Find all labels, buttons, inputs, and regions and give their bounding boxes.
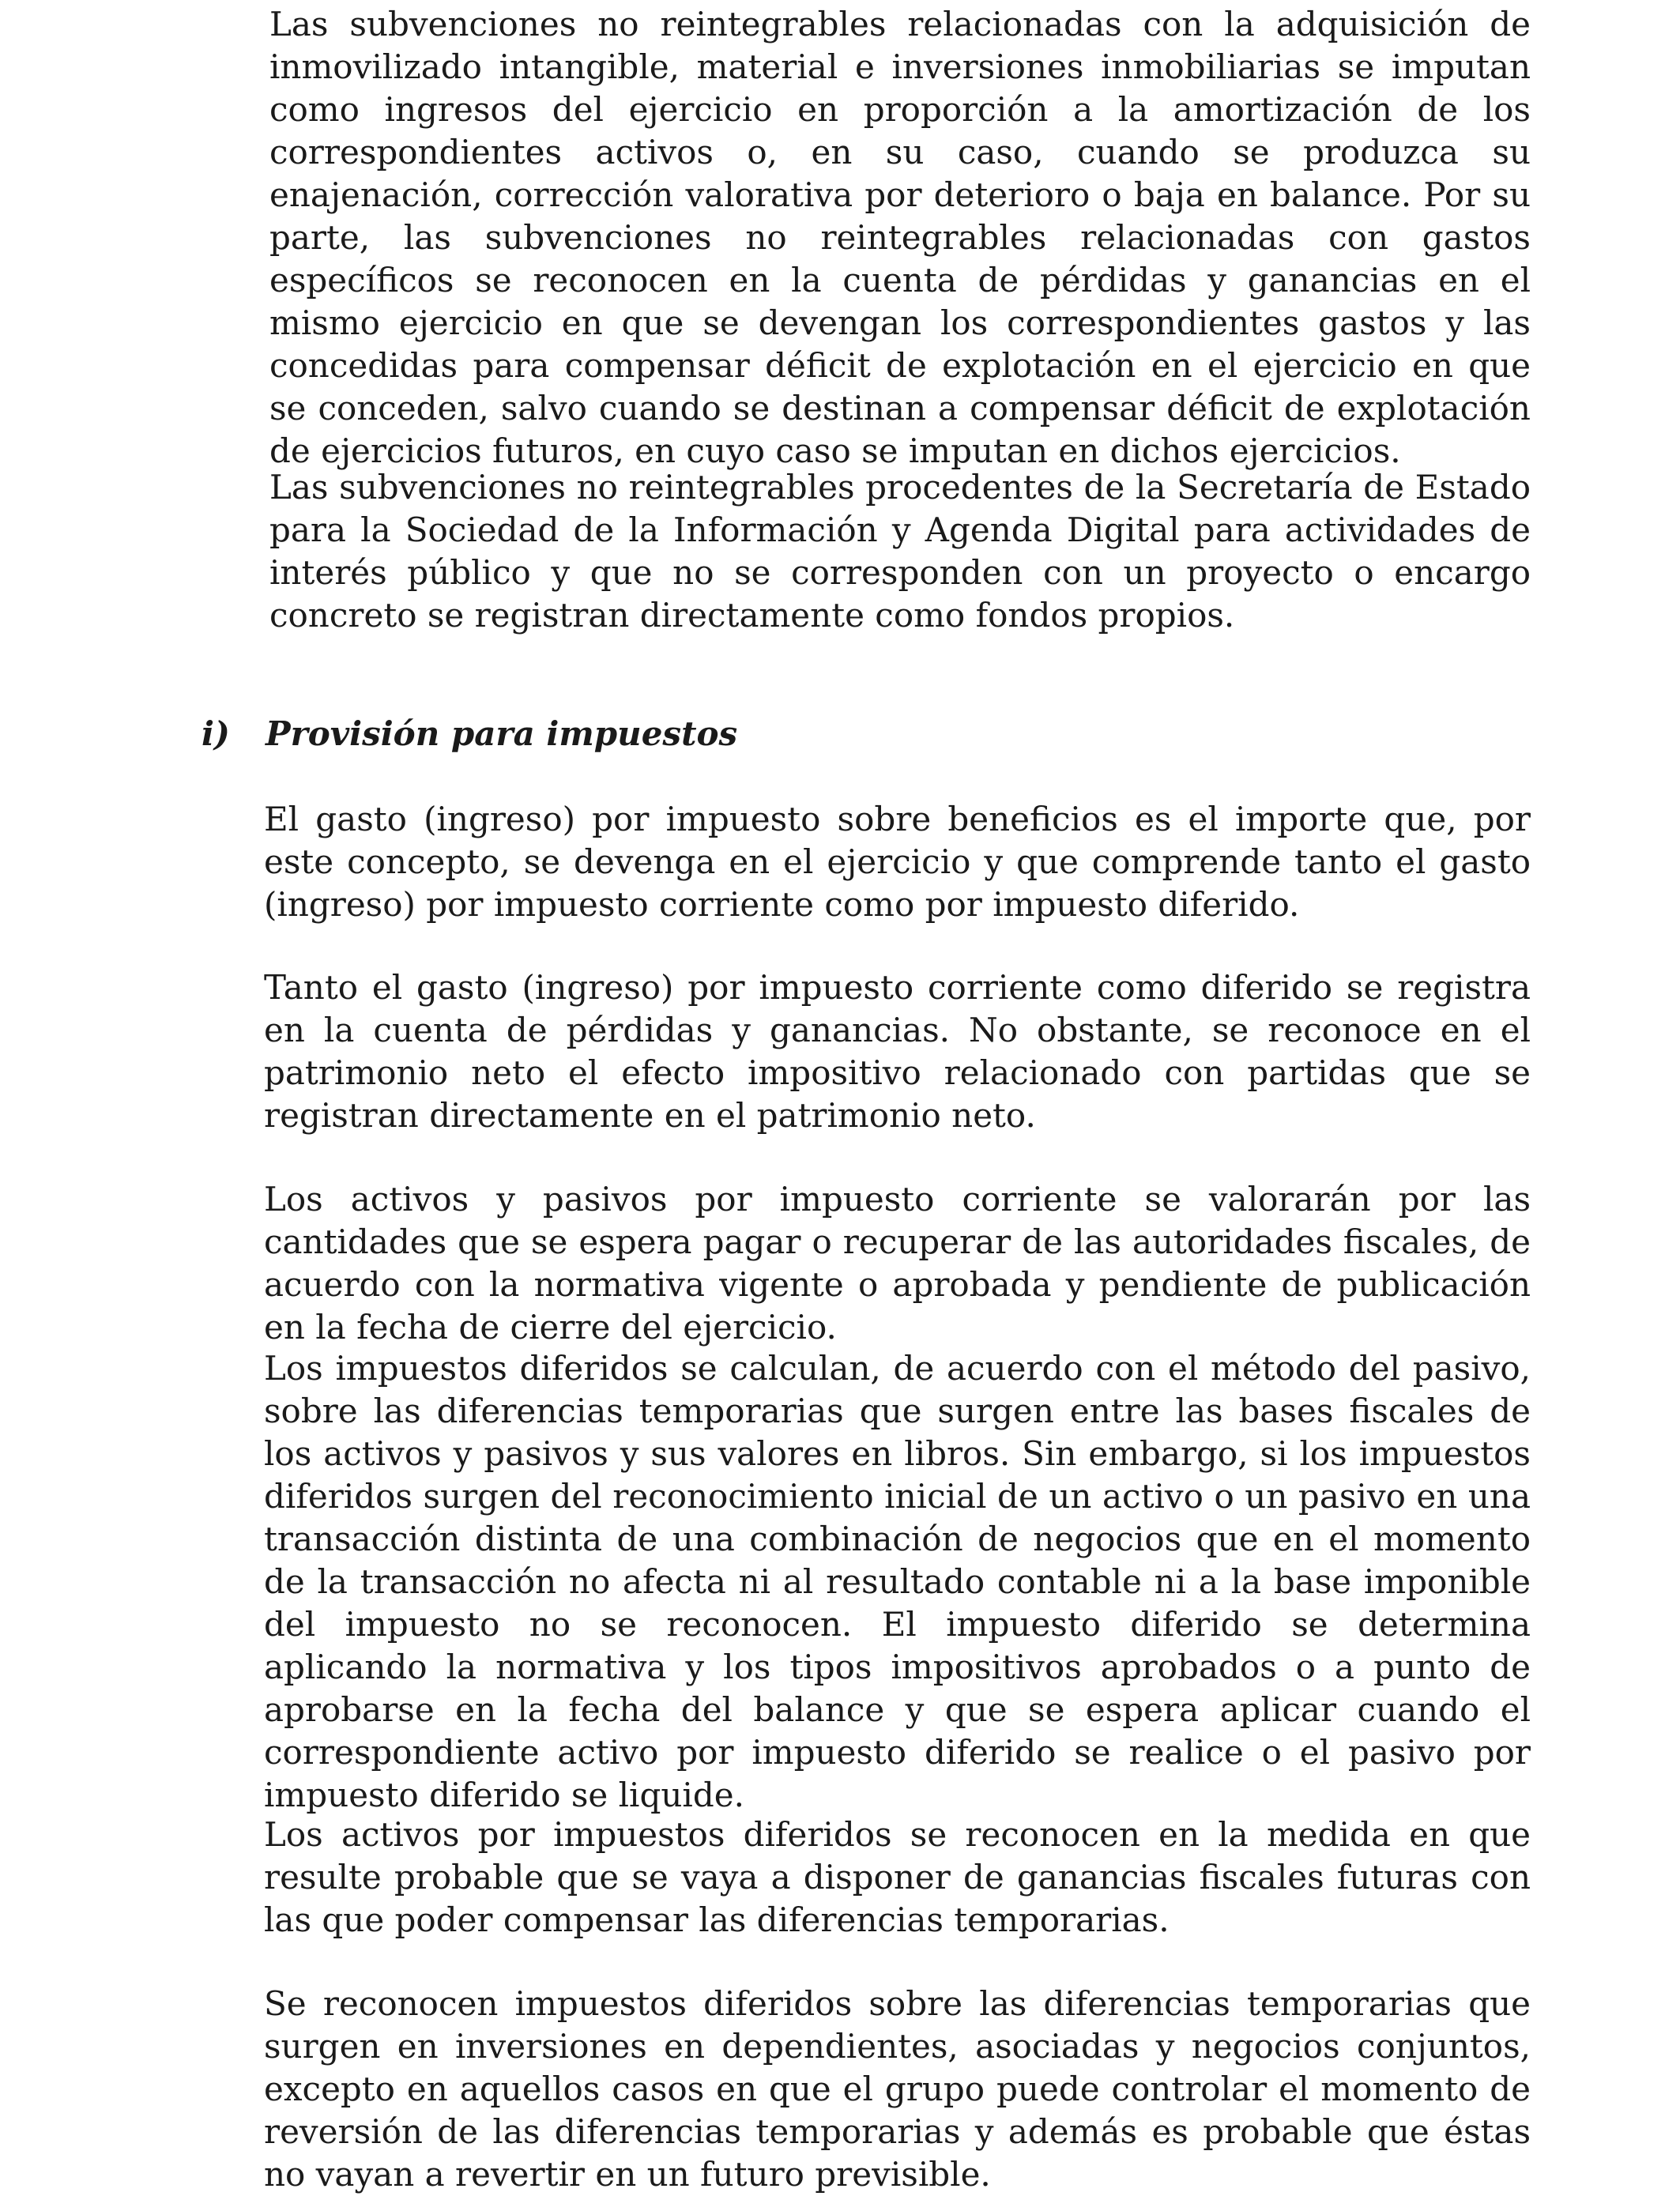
- paragraph-impuestos-diferidos: Los impuestos diferidos se calculan, de acuerdo con el método del pasivo, sobre las diferencias temporarias que surgen entre las bases fiscales de los activos y pasivos y sus valores en libros. Sin embargo, si los impuestos diferidos surgen del reconocimiento inicial de un activo o un pasivo en una transacción distinta de una combinación de negocios que en el momento de la transacción no afecta ni al resultado contable ni a la base imponible del impuesto no se reconocen. El impuesto diferido se determina aplicando la normativa y los tipos impositivos aprobados o a punto de aprobarse en la fecha del balance y que se espera aplicar cuando el correspondiente activo por impuesto diferido se realice o el pasivo por impuesto diferido se liquide.: [264, 1349, 1531, 1814]
- paragraph-subvenciones-imputacion: Las subvenciones no reintegrables relacionadas con la adquisición de inmovilizado intangible, material e inversiones inmobiliarias se imputan como ingresos del ejercicio en proporción a la amortización de los correspondientes activos o, en su caso, cuando se produzca su enajenación, corrección valorativa por deterioro o baja en balance. Por su parte, las subvenciones no reintegrables relacionadas con gastos específicos se reconocen en la cuenta de pérdidas y ganancias en el mismo ejercicio en que se devengan los correspondientes gastos y las concedidas para compensar déficit de explotación en el ejercicio en que se conceden, salvo cuando se destinan a compensar déficit de explotación de ejercicios futuros, en cuyo caso se imputan en dichos ejercicios.: [269, 5, 1531, 470]
- section-title: Provisión para impuestos: [266, 714, 738, 753]
- paragraph-diferencias-temporarias: Se reconocen impuestos diferidos sobre las diferencias temporarias que surgen en inversiones en dependientes, asociadas y negocios conjuntos, excepto en aquellos casos en que el grupo puede controlar el momento de reversión de las diferencias temporarias y además es probable que éstas no vayan a revertir en un futuro previsible.: [264, 1984, 1531, 2194]
- paragraph-gasto-impuesto: El gasto (ingreso) por impuesto sobre beneficios es el importe que, por este concepto, se devenga en el ejercicio y que comprende tanto el gasto (ingreso) por impuesto corriente como por impuesto diferido.: [264, 800, 1531, 924]
- section-heading: [202, 713, 737, 755]
- paragraph-registro-impuesto: Tanto el gasto (ingreso) por impuesto corriente como diferido se registra en la cuenta de pérdidas y ganancias. No obstante, se reconoce en el patrimonio neto el efecto impositivo relacionado con partidas que se registran directamente en el patrimonio neto.: [264, 968, 1531, 1135]
- section-marker: i): [202, 714, 230, 753]
- paragraph-subvenciones-fondos-propios: Las subvenciones no reintegrables procedentes de la Secretaría de Estado para la Sociedad de la Información y Agenda Digital para actividades de interés público y que no se corresponden con un proyecto o encargo concreto se registran directamente como fondos propios.: [269, 468, 1531, 635]
- paragraph-impuesto-corriente: Los activos y pasivos por impuesto corriente se valorarán por las cantidades que se espera pagar o recuperar de las autoridades fiscales, de acuerdo con la normativa vigente o aprobada y pendiente de publicación en la fecha de cierre del ejercicio.: [264, 1180, 1531, 1347]
- paragraph-activos-impuestos-diferidos: Los activos por impuestos diferidos se reconocen en la medida en que resulte probable que se vaya a disponer de ganancias fiscales futuras con las que poder compensar las diferencias temporarias.: [264, 1815, 1531, 1939]
